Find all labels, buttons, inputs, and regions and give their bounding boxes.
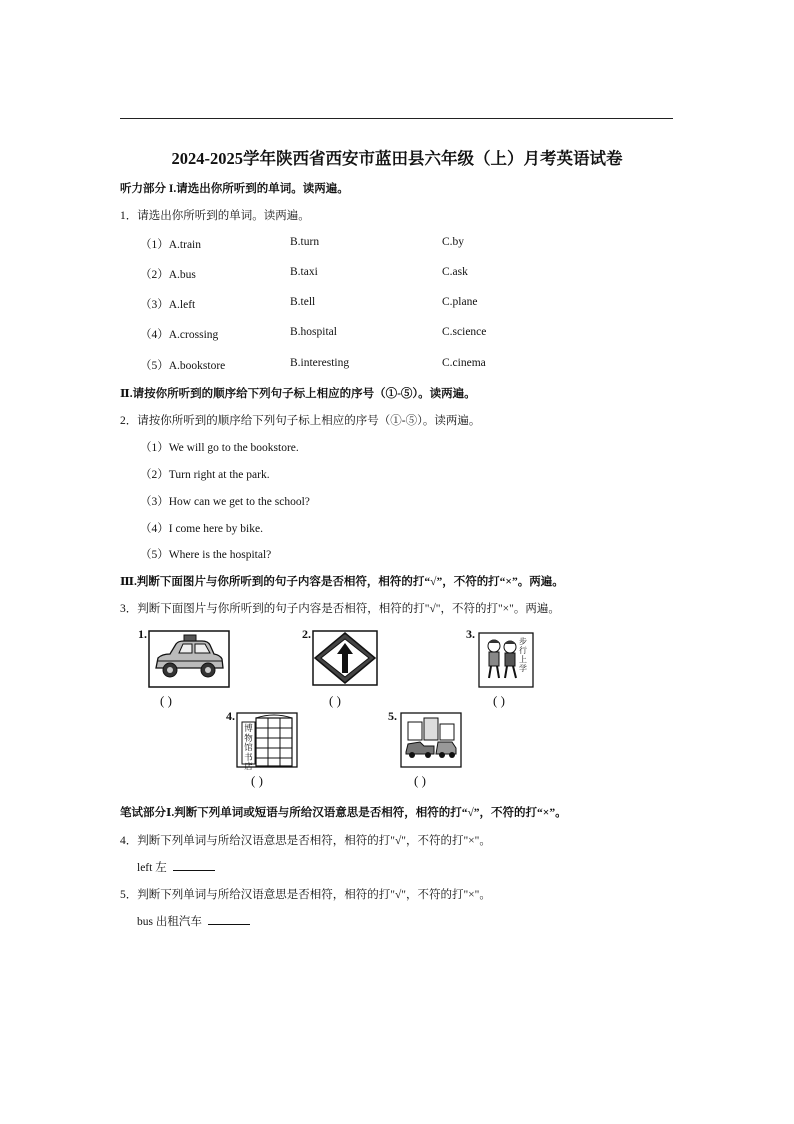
- picture-5-street-vehicles: [400, 712, 462, 768]
- picture-2-answer-blank[interactable]: ( ): [329, 693, 341, 708]
- picture-1-taxi: [148, 630, 230, 688]
- q1-row5-option-a: （5）A.bookstore: [140, 360, 226, 372]
- section3-heading: Ⅲ.判断下面图片与你所听到的句子内容是否相符，相符的打“√”，不符的打“×”。两遍。: [120, 576, 564, 588]
- section4-heading: 笔试部分Ⅰ.判断下列单词或短语与所给汉语意思是否相符，相符的打“√”，不符的打“×”。: [120, 807, 567, 819]
- top-rule: [120, 118, 673, 119]
- q1-row3-option-c: C.plane: [442, 296, 478, 308]
- q2-sentence-3: （3）How can we get to the school?: [140, 496, 310, 508]
- question-5-answer-blank[interactable]: [208, 914, 250, 925]
- question-2: 2．请按你所听到的顺序给下列句子标上相应的序号（①-⑤）。读两遍。: [120, 415, 481, 427]
- question-3: 3．判断下面图片与你所听到的句子内容是否相符，相符的打"√"，不符的打"×"。两遍。: [120, 603, 560, 615]
- picture-4-answer-blank[interactable]: ( ): [251, 773, 263, 788]
- picture-4-number: 4.: [226, 709, 235, 723]
- q1-row4-option-c: C.science: [442, 326, 487, 338]
- picture-2-straight-ahead-sign: [312, 630, 378, 686]
- page-title: 2024-2025学年陕西省西安市蓝田县六年级（上）月考英语试卷: [171, 149, 623, 168]
- picture-3-number: 3.: [466, 627, 475, 641]
- section1-heading: 听力部分 I.请选出你所听到的单词。读两遍。: [120, 183, 349, 195]
- picture-1-number: 1.: [138, 627, 147, 641]
- picture-5-number: 5.: [388, 709, 397, 723]
- question-4-answer-blank[interactable]: [173, 860, 215, 871]
- question-4: 4．判断下列单词与所给汉语意思是否相符，相符的打"√"，不符的打"×"。: [120, 835, 491, 847]
- q1-row1-option-c: C.by: [442, 236, 465, 248]
- question-4-item: [137, 859, 215, 875]
- question-5-word: bus 出租汽车: [137, 916, 202, 928]
- question-4-word: left 左: [137, 862, 167, 874]
- q2-sentence-2: （2）Turn right at the park.: [140, 469, 270, 481]
- q1-row4-option-b: B.hospital: [290, 326, 337, 338]
- picture-5-answer-blank[interactable]: ( ): [414, 773, 426, 788]
- question-5-item: [137, 913, 250, 929]
- picture-4-sign-text: 博物馆书店: [244, 723, 253, 771]
- q1-row3-option-a: （3）A.left: [140, 299, 196, 311]
- picture-1-answer-blank[interactable]: ( ): [160, 693, 172, 708]
- q1-row1-option-b: B.turn: [290, 236, 320, 248]
- q2-sentence-1: （1）We will go to the bookstore.: [140, 442, 299, 454]
- q1-row2-option-b: B.taxi: [290, 266, 318, 278]
- picture-3-sign-text: 步行上学: [519, 637, 527, 673]
- q1-row5-option-b: B.interesting: [290, 357, 350, 369]
- q2-sentence-4: （4）I come here by bike.: [140, 523, 263, 535]
- question-5: 5．判断下列单词与所给汉语意思是否相符，相符的打"√"，不符的打"×"。: [120, 889, 491, 901]
- q1-row1-option-a: （1）A.train: [140, 239, 202, 251]
- q1-row3-option-b: B.tell: [290, 296, 316, 308]
- q1-row2-option-a: （2）A.bus: [140, 269, 196, 281]
- q1-row5-option-c: C.cinema: [442, 357, 486, 369]
- q1-row2-option-c: C.ask: [442, 266, 468, 278]
- q2-sentence-5: （5）Where is the hospital?: [140, 549, 272, 561]
- q1-row4-option-a: （4）A.crossing: [140, 329, 219, 341]
- picture-3-answer-blank[interactable]: ( ): [493, 693, 505, 708]
- picture-2-number: 2.: [302, 627, 311, 641]
- section2-heading: Ⅱ.请按你所听到的顺序给下列句子标上相应的序号（①-⑤）。读两遍。: [120, 388, 476, 400]
- question-1: 1．请选出你所听到的单词。读两遍。: [120, 210, 310, 222]
